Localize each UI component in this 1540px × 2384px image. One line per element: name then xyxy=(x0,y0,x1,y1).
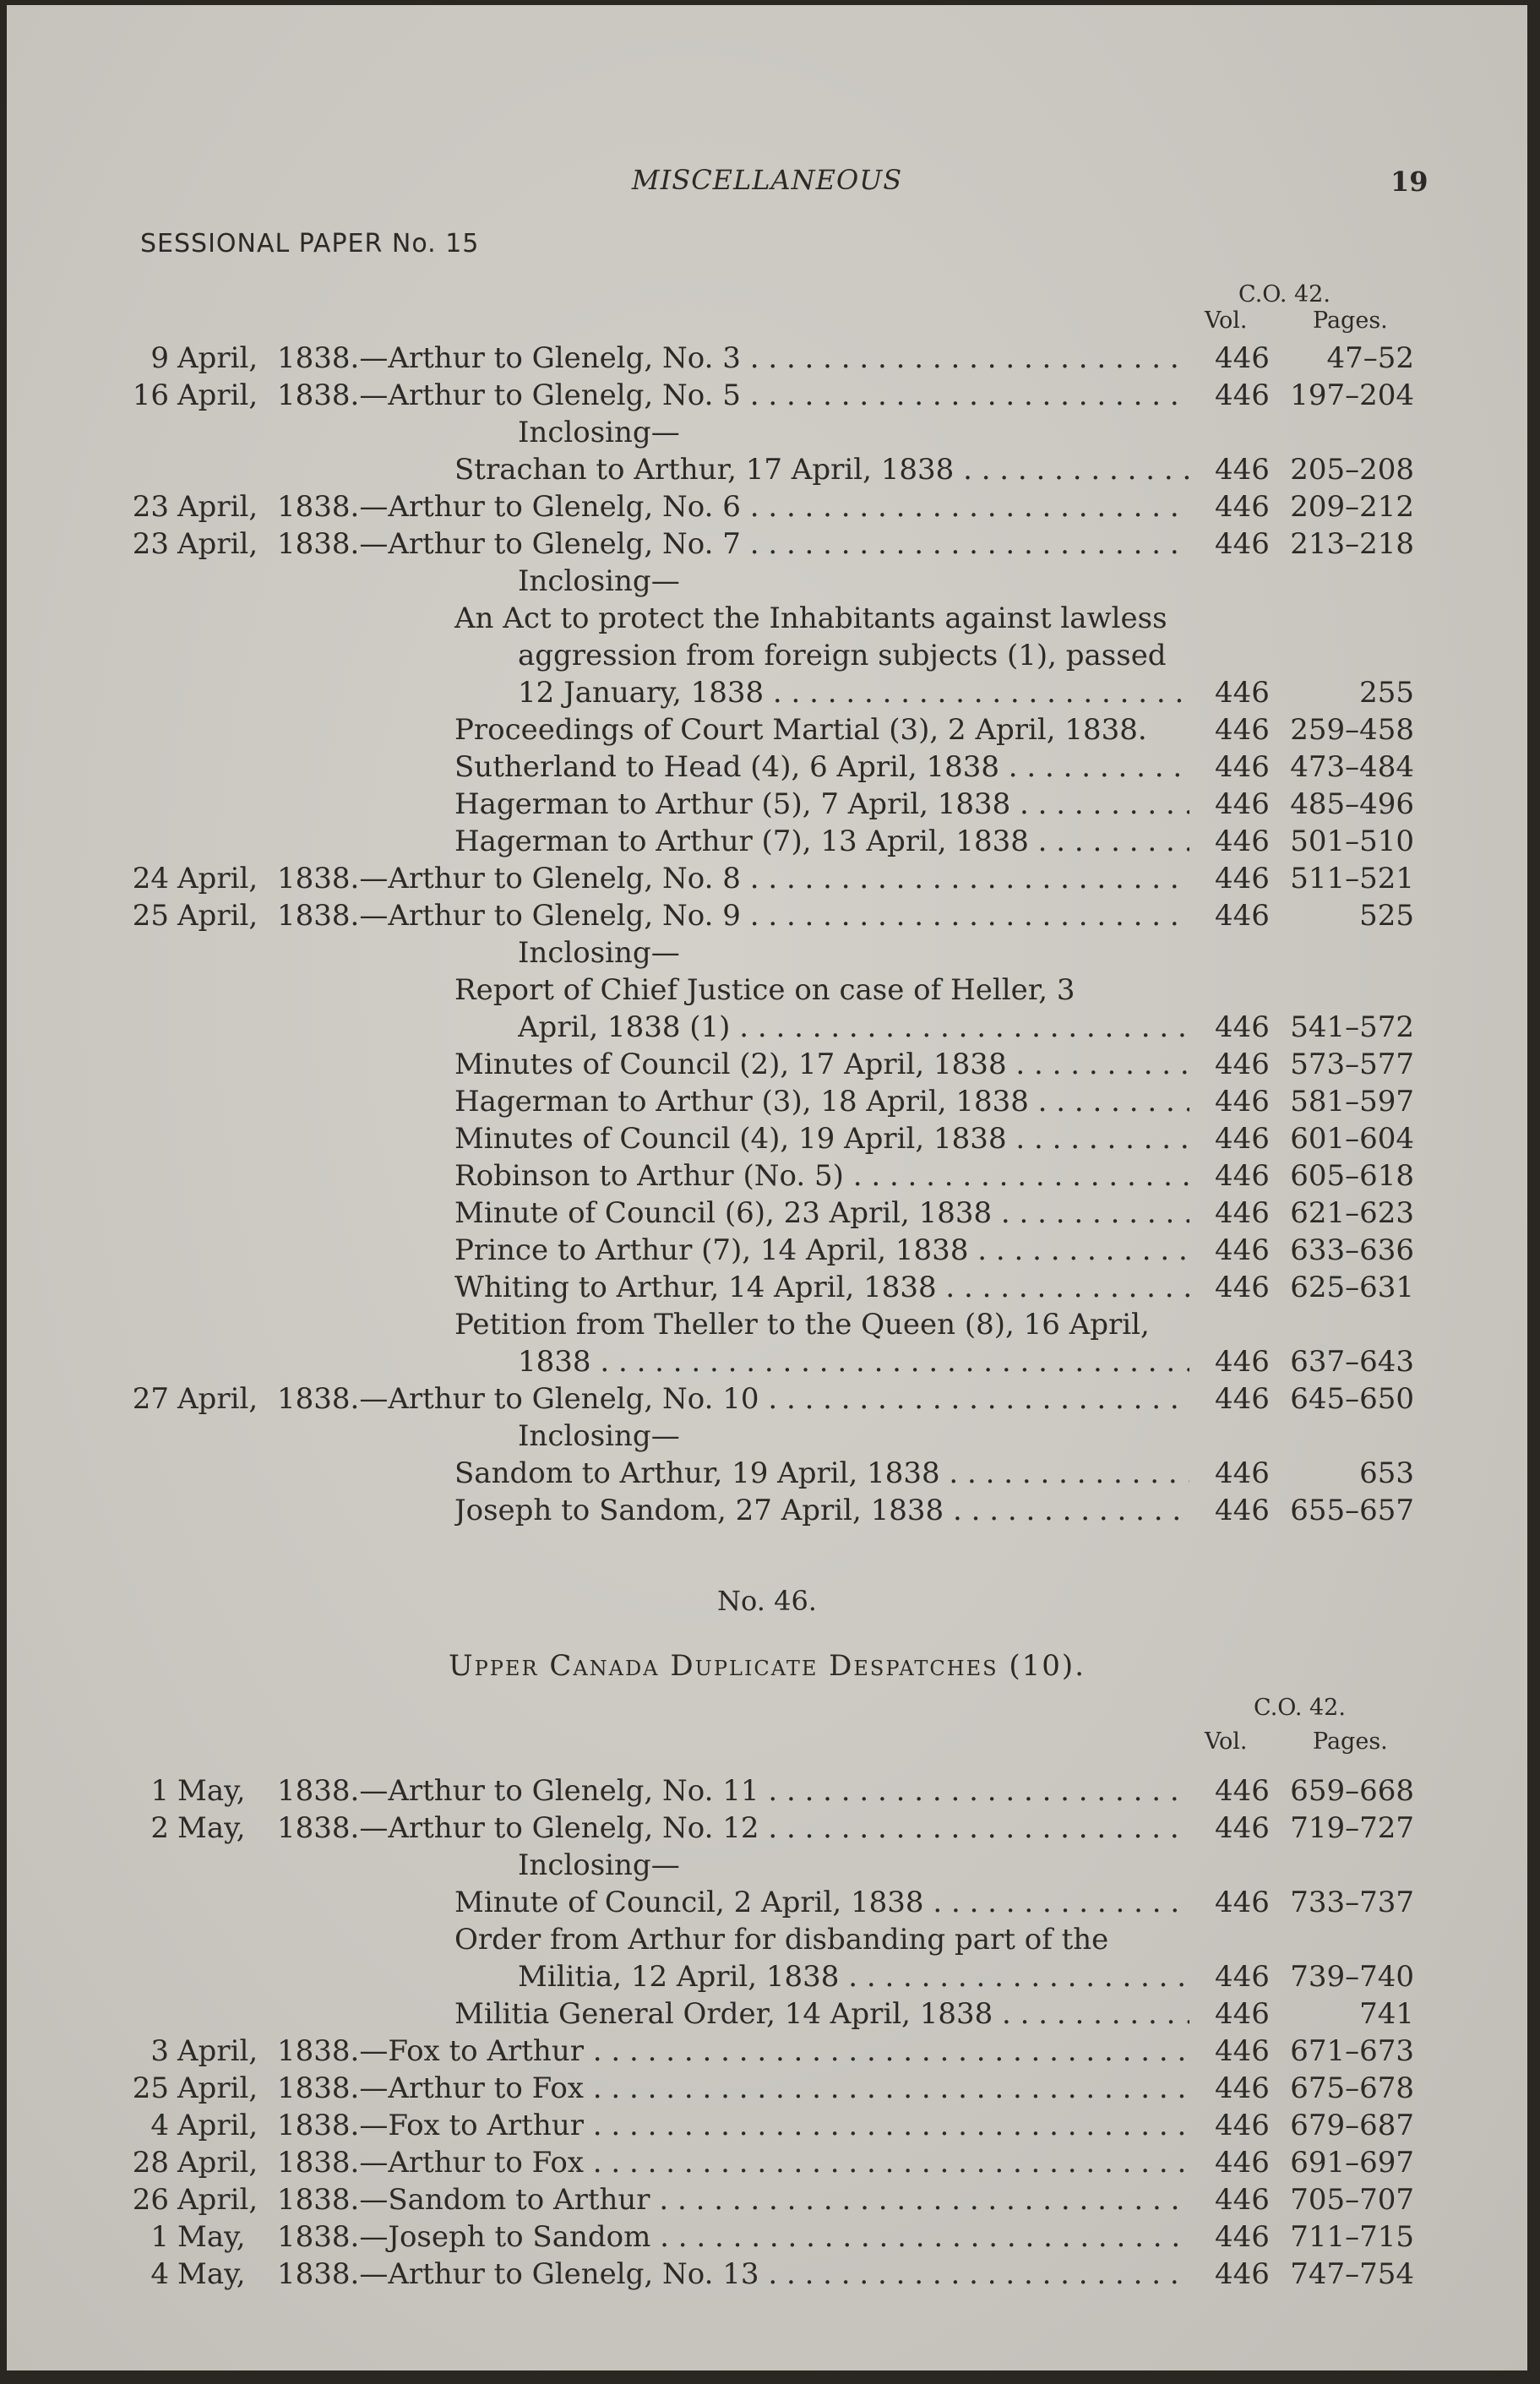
entry-description: Inclosing— xyxy=(518,564,680,598)
entry-volume: 446 xyxy=(1215,1960,1270,1994)
entry-description: 1838.—Sandom to Arthur . . . xyxy=(277,2181,1189,2218)
co-header-2: C.O. 42. xyxy=(1254,1695,1346,1721)
entry-volume: 446 xyxy=(1215,1811,1270,1845)
entry-description: 1838.—Arthur to Glenelg, No. 13 . . . xyxy=(277,2256,1189,2293)
entry-volume: 446 xyxy=(1215,1271,1270,1304)
index-entry xyxy=(7,525,1527,563)
entry-volume: 446 xyxy=(1215,1494,1270,1527)
entry-description: 1838.—Arthur to Glenelg, No. 8 . . . xyxy=(277,860,1189,897)
entry-description: Robinson to Arthur (No. 5) . . . xyxy=(454,1157,1189,1195)
entry-day: 16 xyxy=(132,378,169,412)
entry-description: April, 1838 (1) . . . xyxy=(518,1009,1189,1046)
entry-day: 9 xyxy=(150,341,169,375)
entry-pages: 525 xyxy=(1359,899,1414,933)
entry-month: April, xyxy=(177,2071,258,2105)
entry-volume: 446 xyxy=(1215,1159,1270,1193)
entry-description: 1838.—Arthur to Glenelg, No. 12 . . . xyxy=(277,1810,1189,1847)
vol-header-2: Vol. xyxy=(1205,1728,1248,1755)
index-entry xyxy=(7,600,1527,637)
entry-description: Inclosing— xyxy=(518,416,680,449)
entry-pages: 255 xyxy=(1359,676,1414,710)
entry-pages: 637–643 xyxy=(1290,1345,1414,1379)
entry-volume: 446 xyxy=(1215,2220,1270,2254)
entry-pages: 501–510 xyxy=(1290,825,1414,858)
entry-volume: 446 xyxy=(1215,787,1270,821)
entry-day: 1 xyxy=(150,2220,169,2254)
entry-description: Proceedings of Court Martial (3), 2 April, 1838. xyxy=(454,713,1147,747)
entry-pages: 625–631 xyxy=(1290,1271,1414,1304)
index-entry xyxy=(7,972,1527,1009)
entry-month: April, xyxy=(177,1382,258,1416)
entry-month: April, xyxy=(177,2146,258,2180)
entry-day: 25 xyxy=(132,2071,169,2105)
entry-description: Militia General Order, 14 April, 1838 . . . xyxy=(454,1995,1189,2033)
document-page xyxy=(7,5,1527,2370)
entry-pages: 711–715 xyxy=(1290,2220,1414,2254)
entry-pages: 205–208 xyxy=(1290,453,1414,487)
index-entry xyxy=(7,1958,1527,1995)
index-entry xyxy=(7,897,1527,934)
entry-description: Strachan to Arthur, 17 April, 1838 . . . xyxy=(454,451,1189,488)
entry-description: Inclosing— xyxy=(518,1419,680,1453)
entry-volume: 446 xyxy=(1215,1886,1270,1919)
entry-volume: 446 xyxy=(1215,899,1270,933)
entry-volume: 446 xyxy=(1215,1233,1270,1267)
entry-month: May, xyxy=(177,2220,246,2254)
entry-day: 23 xyxy=(132,490,169,524)
entry-month: May, xyxy=(177,2257,246,2291)
entry-day: 1 xyxy=(150,1774,169,1808)
section-2-number: No. 46. xyxy=(717,1585,817,1617)
index-entry xyxy=(7,414,1527,451)
entry-month: April, xyxy=(177,2109,258,2142)
index-entry xyxy=(7,1380,1527,1418)
index-entry xyxy=(7,1492,1527,1529)
entry-volume: 446 xyxy=(1215,2146,1270,2180)
entry-day: 27 xyxy=(132,1382,169,1416)
vol-header-1: Vol. xyxy=(1205,308,1248,334)
index-entry xyxy=(7,1995,1527,2033)
index-entry xyxy=(7,1046,1527,1083)
entry-description: aggression from foreign subjects (1), passed xyxy=(518,639,1167,672)
index-entry xyxy=(7,860,1527,897)
entry-pages: 645–650 xyxy=(1290,1382,1414,1416)
entry-month: May, xyxy=(177,1774,246,1808)
index-entry xyxy=(7,1884,1527,1921)
index-entry xyxy=(7,1120,1527,1157)
entry-volume: 446 xyxy=(1215,378,1270,412)
entry-description: Sandom to Arthur, 19 April, 1838 . . . xyxy=(454,1455,1189,1492)
entry-description: 1838.—Fox to Arthur . . . xyxy=(277,2107,1189,2144)
entry-pages: 741 xyxy=(1359,1997,1414,2031)
index-entry xyxy=(7,1343,1527,1380)
entry-pages: 47–52 xyxy=(1326,341,1414,375)
entry-volume: 446 xyxy=(1215,490,1270,524)
entry-month: April, xyxy=(177,490,258,524)
entry-pages: 581–597 xyxy=(1290,1085,1414,1119)
entry-description: 1838.—Joseph to Sandom . . . xyxy=(277,2218,1189,2256)
index-entry xyxy=(7,1306,1527,1343)
entry-month: April, xyxy=(177,341,258,375)
entry-month: April, xyxy=(177,2183,258,2217)
entry-volume: 446 xyxy=(1215,1345,1270,1379)
index-entry xyxy=(7,748,1527,786)
index-entry xyxy=(7,340,1527,377)
entry-pages: 485–496 xyxy=(1290,787,1414,821)
entry-pages: 747–754 xyxy=(1290,2257,1414,2291)
index-entry xyxy=(7,2070,1527,2107)
entry-volume: 446 xyxy=(1215,2071,1270,2105)
entry-volume: 446 xyxy=(1215,713,1270,747)
entry-description: Inclosing— xyxy=(518,936,680,970)
entry-pages: 541–572 xyxy=(1290,1010,1414,1044)
index-entry xyxy=(7,377,1527,414)
index-entry xyxy=(7,1772,1527,1810)
pages-header-1: Pages. xyxy=(1313,308,1388,334)
co-header-1: C.O. 42. xyxy=(1238,281,1330,308)
entry-description: Whiting to Arthur, 14 April, 1838 . . . xyxy=(454,1269,1189,1306)
pages-header-2: Pages. xyxy=(1313,1728,1388,1755)
entry-month: April, xyxy=(177,378,258,412)
entry-description: Militia, 12 April, 1838 . . . xyxy=(518,1958,1189,1995)
entry-description: 1838.—Arthur to Glenelg, No. 7 . . . xyxy=(277,525,1189,563)
entry-volume: 446 xyxy=(1215,527,1270,561)
entry-volume: 446 xyxy=(1215,676,1270,710)
entry-description: Hagerman to Arthur (7), 13 April, 1838 . . . xyxy=(454,823,1189,860)
entry-description: An Act to protect the Inhabitants against lawless xyxy=(454,601,1167,635)
entry-pages: 573–577 xyxy=(1290,1048,1414,1081)
index-entry xyxy=(7,1232,1527,1269)
entry-description: Minute of Council (6), 23 April, 1838 . . . xyxy=(454,1195,1189,1232)
index-entry xyxy=(7,1009,1527,1046)
entry-day: 4 xyxy=(150,2109,169,2142)
entry-day: 26 xyxy=(132,2183,169,2217)
entry-volume: 446 xyxy=(1215,862,1270,895)
index-entry xyxy=(7,1083,1527,1120)
entry-month: April, xyxy=(177,2034,258,2068)
entry-pages: 705–707 xyxy=(1290,2183,1414,2217)
entry-pages: 197–204 xyxy=(1290,378,1414,412)
index-entry xyxy=(7,1847,1527,1884)
entry-pages: 655–657 xyxy=(1290,1494,1414,1527)
entry-volume: 446 xyxy=(1215,825,1270,858)
entry-description: Hagerman to Arthur (3), 18 April, 1838 . . . xyxy=(454,1083,1189,1120)
entry-pages: 679–687 xyxy=(1290,2109,1414,2142)
entry-pages: 601–604 xyxy=(1290,1122,1414,1156)
entry-pages: 675–678 xyxy=(1290,2071,1414,2105)
entry-day: 28 xyxy=(132,2146,169,2180)
entry-volume: 446 xyxy=(1215,1997,1270,2031)
entry-pages: 209–212 xyxy=(1290,490,1414,524)
running-head-title: MISCELLANEOUS xyxy=(631,164,903,196)
entry-month: May, xyxy=(177,1811,246,1845)
index-entry xyxy=(7,1921,1527,1958)
entry-pages: 633–636 xyxy=(1290,1233,1414,1267)
entry-description: Joseph to Sandom, 27 April, 1838 . . . xyxy=(454,1492,1189,1529)
index-entry xyxy=(7,1455,1527,1492)
index-entry xyxy=(7,488,1527,525)
entry-description: 1838.—Arthur to Glenelg, No. 10 . . . xyxy=(277,1380,1189,1418)
entry-volume: 446 xyxy=(1215,2257,1270,2291)
entry-pages: 605–618 xyxy=(1290,1159,1414,1193)
section-2-title: Upper Canada Duplicate Despatches (10). xyxy=(448,1649,1086,1683)
entry-pages: 213–218 xyxy=(1290,527,1414,561)
entry-day: 2 xyxy=(150,1811,169,1845)
entry-month: April, xyxy=(177,899,258,933)
index-entry xyxy=(7,2256,1527,2293)
entry-volume: 446 xyxy=(1215,1382,1270,1416)
entry-volume: 446 xyxy=(1215,1048,1270,1081)
entry-pages: 659–668 xyxy=(1290,1774,1414,1808)
entry-volume: 446 xyxy=(1215,2034,1270,2068)
entry-volume: 446 xyxy=(1215,1774,1270,1808)
entry-description: 1838.—Arthur to Glenelg, No. 5 . . . xyxy=(277,377,1189,414)
entry-description: Prince to Arthur (7), 14 April, 1838 . . . xyxy=(454,1232,1189,1269)
entry-volume: 446 xyxy=(1215,1196,1270,1230)
entry-description: Sutherland to Head (4), 6 April, 1838 . . . xyxy=(454,748,1189,786)
entry-volume: 446 xyxy=(1215,1010,1270,1044)
entry-month: April, xyxy=(177,862,258,895)
entry-description: Inclosing— xyxy=(518,1848,680,1882)
entry-pages: 259–458 xyxy=(1290,713,1414,747)
entry-description: Minute of Council, 2 April, 1838 . . . xyxy=(454,1884,1189,1921)
entry-volume: 446 xyxy=(1215,1085,1270,1119)
entry-description: Hagerman to Arthur (5), 7 April, 1838 . . . xyxy=(454,786,1189,823)
index-entry xyxy=(7,786,1527,823)
entry-pages: 511–521 xyxy=(1290,862,1414,895)
index-entry xyxy=(7,934,1527,972)
entry-pages: 653 xyxy=(1359,1456,1414,1490)
entry-volume: 446 xyxy=(1215,453,1270,487)
entry-description: Petition from Theller to the Queen (8), 16 April, xyxy=(454,1308,1150,1342)
entry-description: 1838.—Arthur to Glenelg, No. 9 . . . xyxy=(277,897,1189,934)
entry-description: 1838.—Arthur to Fox . . . xyxy=(277,2144,1189,2181)
entry-description: Minutes of Council (2), 17 April, 1838 . . . xyxy=(454,1046,1189,1083)
index-entry xyxy=(7,1418,1527,1455)
index-entry xyxy=(7,823,1527,860)
index-entry xyxy=(7,2181,1527,2218)
index-entry xyxy=(7,1195,1527,1232)
entry-pages: 473–484 xyxy=(1290,750,1414,784)
entry-volume: 446 xyxy=(1215,1122,1270,1156)
entry-day: 25 xyxy=(132,899,169,933)
entry-pages: 719–727 xyxy=(1290,1811,1414,1845)
entry-day: 24 xyxy=(132,862,169,895)
index-entry xyxy=(7,1269,1527,1306)
entry-description: 1838 . . . xyxy=(518,1343,1189,1380)
entry-month: April, xyxy=(177,527,258,561)
entry-volume: 446 xyxy=(1215,2183,1270,2217)
entry-pages: 733–737 xyxy=(1290,1886,1414,1919)
index-entry xyxy=(7,674,1527,711)
entry-description: Minutes of Council (4), 19 April, 1838 . . . xyxy=(454,1120,1189,1157)
entry-description: 1838.—Arthur to Glenelg, No. 11 . . . xyxy=(277,1772,1189,1810)
entry-volume: 446 xyxy=(1215,2109,1270,2142)
index-entry xyxy=(7,563,1527,600)
index-entry xyxy=(7,451,1527,488)
entry-description: 1838.—Arthur to Fox . . . xyxy=(277,2070,1189,2107)
entry-volume: 446 xyxy=(1215,1456,1270,1490)
index-entry xyxy=(7,711,1527,748)
entry-description: 1838.—Arthur to Glenelg, No. 6 . . . xyxy=(277,488,1189,525)
sessional-paper-label: SESSIONAL PAPER No. 15 xyxy=(140,229,480,259)
entry-pages: 621–623 xyxy=(1290,1196,1414,1230)
entry-description: Order from Arthur for disbanding part of the xyxy=(454,1923,1109,1957)
index-entry xyxy=(7,2107,1527,2144)
index-entry xyxy=(7,637,1527,674)
entry-description: Report of Chief Justice on case of Heller, 3 xyxy=(454,973,1075,1007)
entry-day: 23 xyxy=(132,527,169,561)
entry-day: 4 xyxy=(150,2257,169,2291)
index-entry xyxy=(7,2144,1527,2181)
index-entry xyxy=(7,1157,1527,1195)
entry-pages: 671–673 xyxy=(1290,2034,1414,2068)
page-number: 19 xyxy=(1390,166,1428,198)
entry-volume: 446 xyxy=(1215,341,1270,375)
entry-day: 3 xyxy=(150,2034,169,2068)
entry-description: 12 January, 1838 . . . xyxy=(518,674,1189,711)
index-entry xyxy=(7,1810,1527,1847)
index-entry xyxy=(7,2033,1527,2070)
entry-pages: 739–740 xyxy=(1290,1960,1414,1994)
entry-description: 1838.—Arthur to Glenelg, No. 3 . . . xyxy=(277,340,1189,377)
entry-volume: 446 xyxy=(1215,750,1270,784)
entry-description: 1838.—Fox to Arthur . . . xyxy=(277,2033,1189,2070)
entry-pages: 691–697 xyxy=(1290,2146,1414,2180)
index-entry xyxy=(7,2218,1527,2256)
